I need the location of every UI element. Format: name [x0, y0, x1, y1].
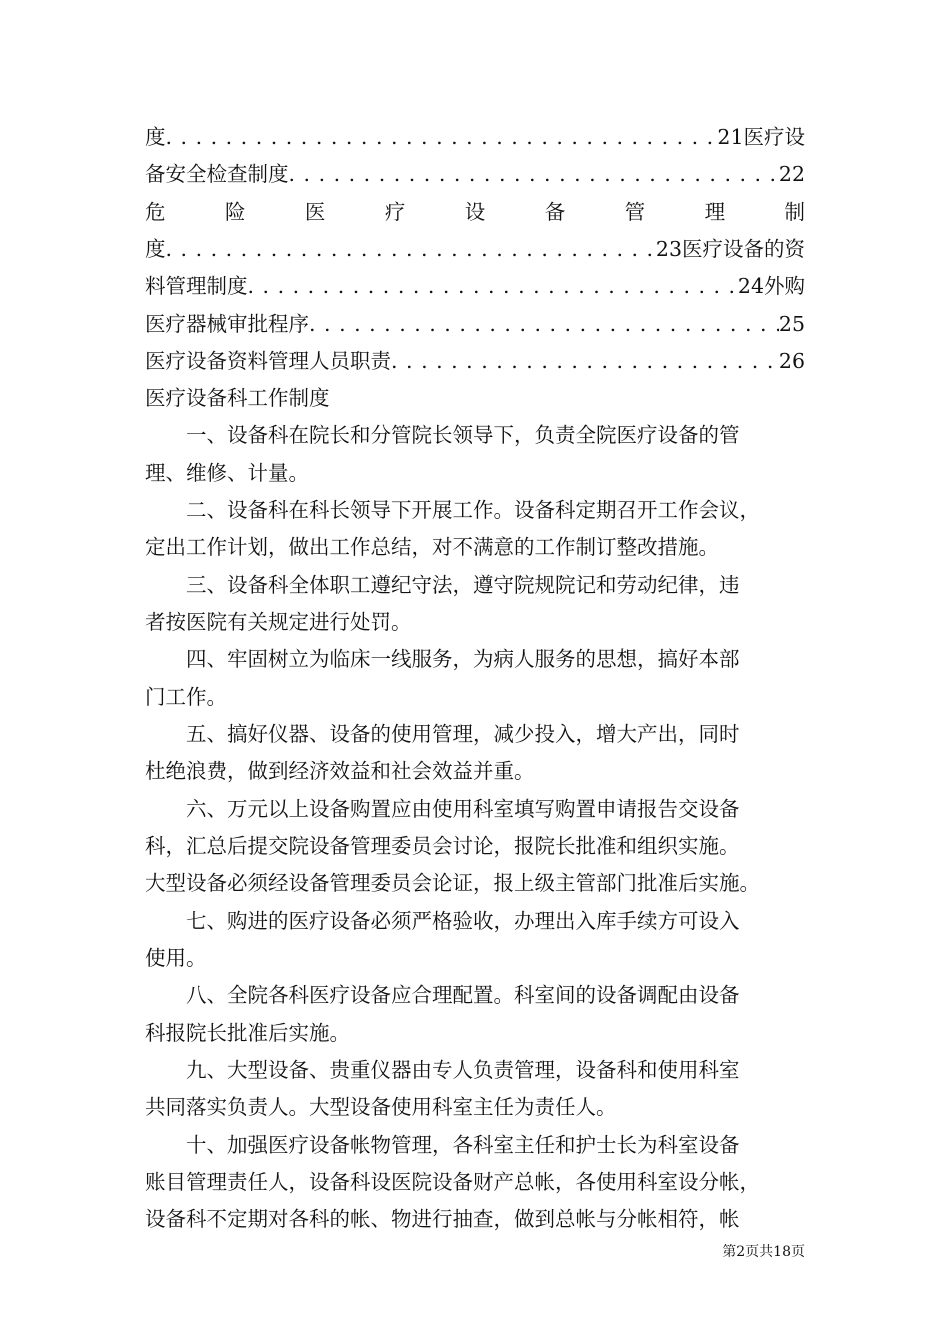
paragraph-line: 三、设备科全体职工遵纪守法，遵守院规院记和劳动纪律，违 [186, 573, 740, 597]
toc-entry-page: 21医疗设 [717, 125, 805, 149]
toc-entry [145, 343, 805, 379]
paragraph-line: 四、牢固树立为临床一线服务，为病人服务的思想，搞好本部 [186, 647, 740, 671]
paragraph-line: 设备科不定期对各科的帐、物进行抽查，做到总帐与分帐相符，帐 [145, 1207, 740, 1231]
toc-entry-title: 料管理制度 [145, 274, 248, 298]
toc-entry [145, 231, 805, 267]
paragraph-line: 使用。 [145, 946, 207, 970]
toc-entry [145, 268, 805, 304]
toc-char: 医 [304, 200, 326, 224]
toc-char: 管 [624, 200, 646, 224]
toc-char: 险 [224, 200, 246, 224]
paragraph-line: 大型设备必须经设备管理委员会论证，报上级主管部门批准后实施。 [145, 871, 760, 895]
toc-char: 危 [145, 200, 166, 224]
paragraph-line: 杜绝浪费，做到经济效益和社会效益并重。 [145, 759, 535, 783]
toc-leader-dots [309, 306, 779, 342]
paragraph-line: 共同落实负责人。大型设备使用科室主任为责任人。 [145, 1095, 617, 1119]
paragraph-line: 定出工作计划，做出工作总结，对不满意的工作制订整改措施。 [145, 535, 719, 559]
paragraph-line: 科报院长批准后实施。 [145, 1021, 350, 1045]
paragraph-line: 门工作。 [145, 685, 227, 709]
toc-entry [145, 156, 805, 192]
toc-entry-page: 22 [778, 162, 805, 186]
toc-entry-page: 26 [778, 349, 805, 373]
paragraph-line: 理、维修、计量。 [145, 461, 309, 485]
toc-leader-dots [248, 268, 738, 304]
paragraph-line: 六、万元以上设备购置应由使用科室填写购置申请报告交设备 [186, 797, 740, 821]
toc-leader-dots [391, 343, 779, 379]
page-number-footer: 第2页共18页 [722, 1244, 805, 1260]
section-heading: 医疗设备科工作制度 [145, 386, 330, 410]
toc-entry-page: 25 [778, 312, 805, 336]
toc-entry-justified [145, 194, 805, 230]
paragraph-line: 科，汇总后提交院设备管理委员会讨论，报院长批准和组织实施。 [145, 834, 740, 858]
paragraph-line: 二、设备科在科长领导下开展工作。设备科定期召开工作会议， [186, 498, 760, 522]
toc-entry-title: 医疗设备资料管理人员职责 [145, 349, 391, 373]
paragraph-line: 八、全院各科医疗设备应合理配置。科室间的设备调配由设备 [186, 983, 740, 1007]
toc-char: 设 [464, 200, 486, 224]
toc-entry-page: 23医疗设备的资 [655, 237, 805, 261]
paragraph-line: 一、设备科在院长和分管院长领导下，负责全院医疗设备的管 [186, 423, 740, 447]
toc-char: 疗 [384, 200, 406, 224]
toc-entry-title: 度 [145, 125, 166, 149]
toc-entry [145, 306, 805, 342]
paragraph-line: 账目管理责任人，设备科设医院设备财产总帐，各使用科室设分帐， [145, 1170, 760, 1194]
toc-leader-dots [289, 156, 779, 192]
toc-char: 备 [544, 200, 566, 224]
toc-leader-dots [166, 119, 718, 155]
toc-entry [145, 119, 805, 155]
toc-entry-title: 医疗器械审批程序 [145, 312, 309, 336]
paragraph-line: 五、搞好仪器、设备的使用管理，减少投入，增大产出，同时 [186, 722, 740, 746]
paragraph-line: 九、大型设备、贵重仪器由专人负责管理，设备科和使用科室 [186, 1058, 740, 1082]
toc-entry-page: 24外购 [737, 274, 805, 298]
paragraph-line: 七、购进的医疗设备必须严格验收，办理出入库手续方可设入 [186, 909, 740, 933]
toc-entry-title: 备安全检查制度 [145, 162, 289, 186]
toc-char: 理 [704, 200, 726, 224]
toc-leader-dots [166, 231, 656, 267]
paragraph-line: 十、加强医疗设备帐物管理，各科室主任和护士长为科室设备 [186, 1133, 740, 1157]
toc-char: 制 [784, 200, 805, 224]
toc-entry-title: 度 [145, 237, 166, 261]
paragraph-line: 者按医院有关规定进行处罚。 [145, 610, 412, 634]
